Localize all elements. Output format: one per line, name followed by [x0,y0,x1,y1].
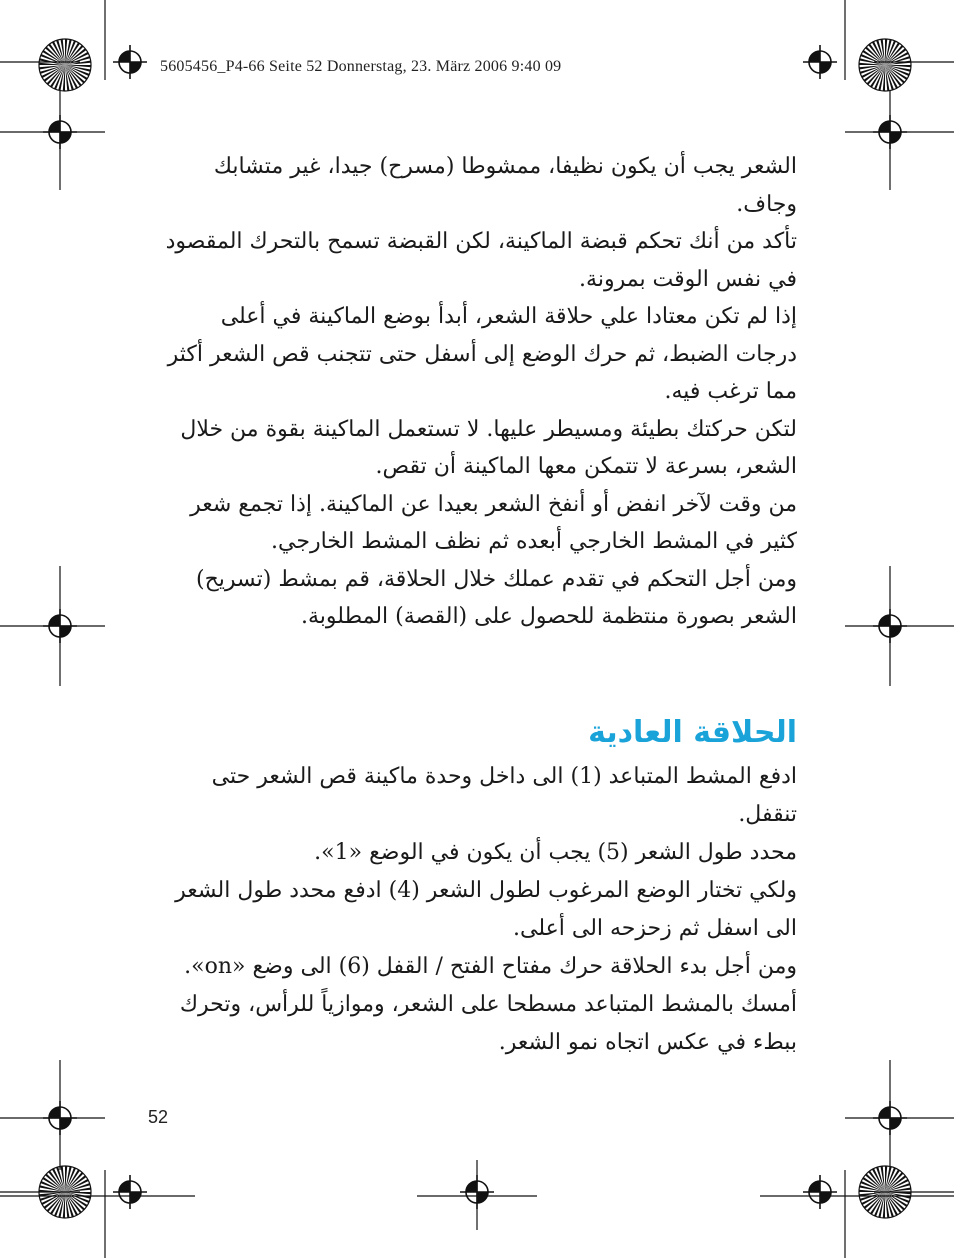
starburst-mark [39,1166,91,1218]
registration-mark [873,1101,907,1135]
starburst-mark [39,39,91,91]
step-move-slowly: أمسك بالمشط المتباعد مسطحا على الشعر، وموازياً للرأس، وتحرك ببطء في عكس اتجاه نمو الشعر. [179,992,797,1055]
registration-mark [43,115,77,149]
registration-mark [803,45,837,79]
step-choose-setting: ولكي تختار الوضع المرغوب لطول الشعر (4) ادفع محدد طول الشعر الى اسفل ثم زحزحه الى أعلى. [175,878,797,941]
starburst-mark [859,1166,911,1218]
paragraph-slow-movement: لتكن حركتك بطيئة ومسيطر عليها. لا تستعمل الماكينة بقوة من خلال الشعر، بسرعة لا تتمكن معها الماكينة أن تقص. [180,416,797,479]
registration-mark [113,45,147,79]
normal-trimming-section [157,712,797,1062]
paragraph-grip: تأكد من أنك تحكم قبضة الماكينة، لكن القبضة تسمح بالتحرك المقصود في نفس الوقت بمرونة. [165,229,797,292]
paragraph-comb-hair: ومن أجل التحكم في تقدم عملك خلال الحلاقة، قم بمشط (تسريح) الشعر بصورة منتظمة للحصول على (القصة) المطلوبة. [195,566,797,629]
section-title: الحلاقة العادية [588,715,797,750]
instructions-body [157,148,797,636]
registration-mark [43,609,77,643]
print-header: 5605456_P4-66 Seite 52 Donnerstag, 23. März 2006 9:40 09 [160,58,562,75]
paragraph-clean-hair: الشعر يجب أن يكون نظيفا، ممشوطا (مسرح) جيدا، غير متشابك وجاف. [213,154,797,217]
registration-mark [873,115,907,149]
step-length-selector: محدد طول الشعر (5) يجب أن يكون في الوضع «1». [314,840,797,865]
registration-mark [803,1175,837,1209]
registration-mark [113,1175,147,1209]
step-switch-on: ومن أجل بدء الحلاقة حرك مفتاح الفتح / القفل (6) الى وضع «on». [184,954,797,979]
paragraph-highest-setting: إذا لم تكن معتادا علي حلاقة الشعر، أبدأ بوضع الماكينة في أعلى درجات الضبط، ثم حرك الوضع إلى أسفل حتى تتجنب قص الشعر أكثر مما ترغب فيه. [167,304,797,404]
starburst-mark [859,39,911,91]
registration-mark [43,1101,77,1135]
registration-mark [460,1175,494,1209]
page-number: 52 [148,1107,169,1127]
step-attach-comb: ادفع المشط المتباعد (1) الى داخل وحدة ماكينة قص الشعر حتى تنقفل. [211,764,797,827]
paragraph-clean-comb: من وقت لآخر انفض أو أنفخ الشعر بعيدا عن الماكينة. إذا تجمع شعر كثير في المشط الخارجي أبعده ثم نظف المشط الخارجي. [190,491,797,554]
registration-mark [873,609,907,643]
